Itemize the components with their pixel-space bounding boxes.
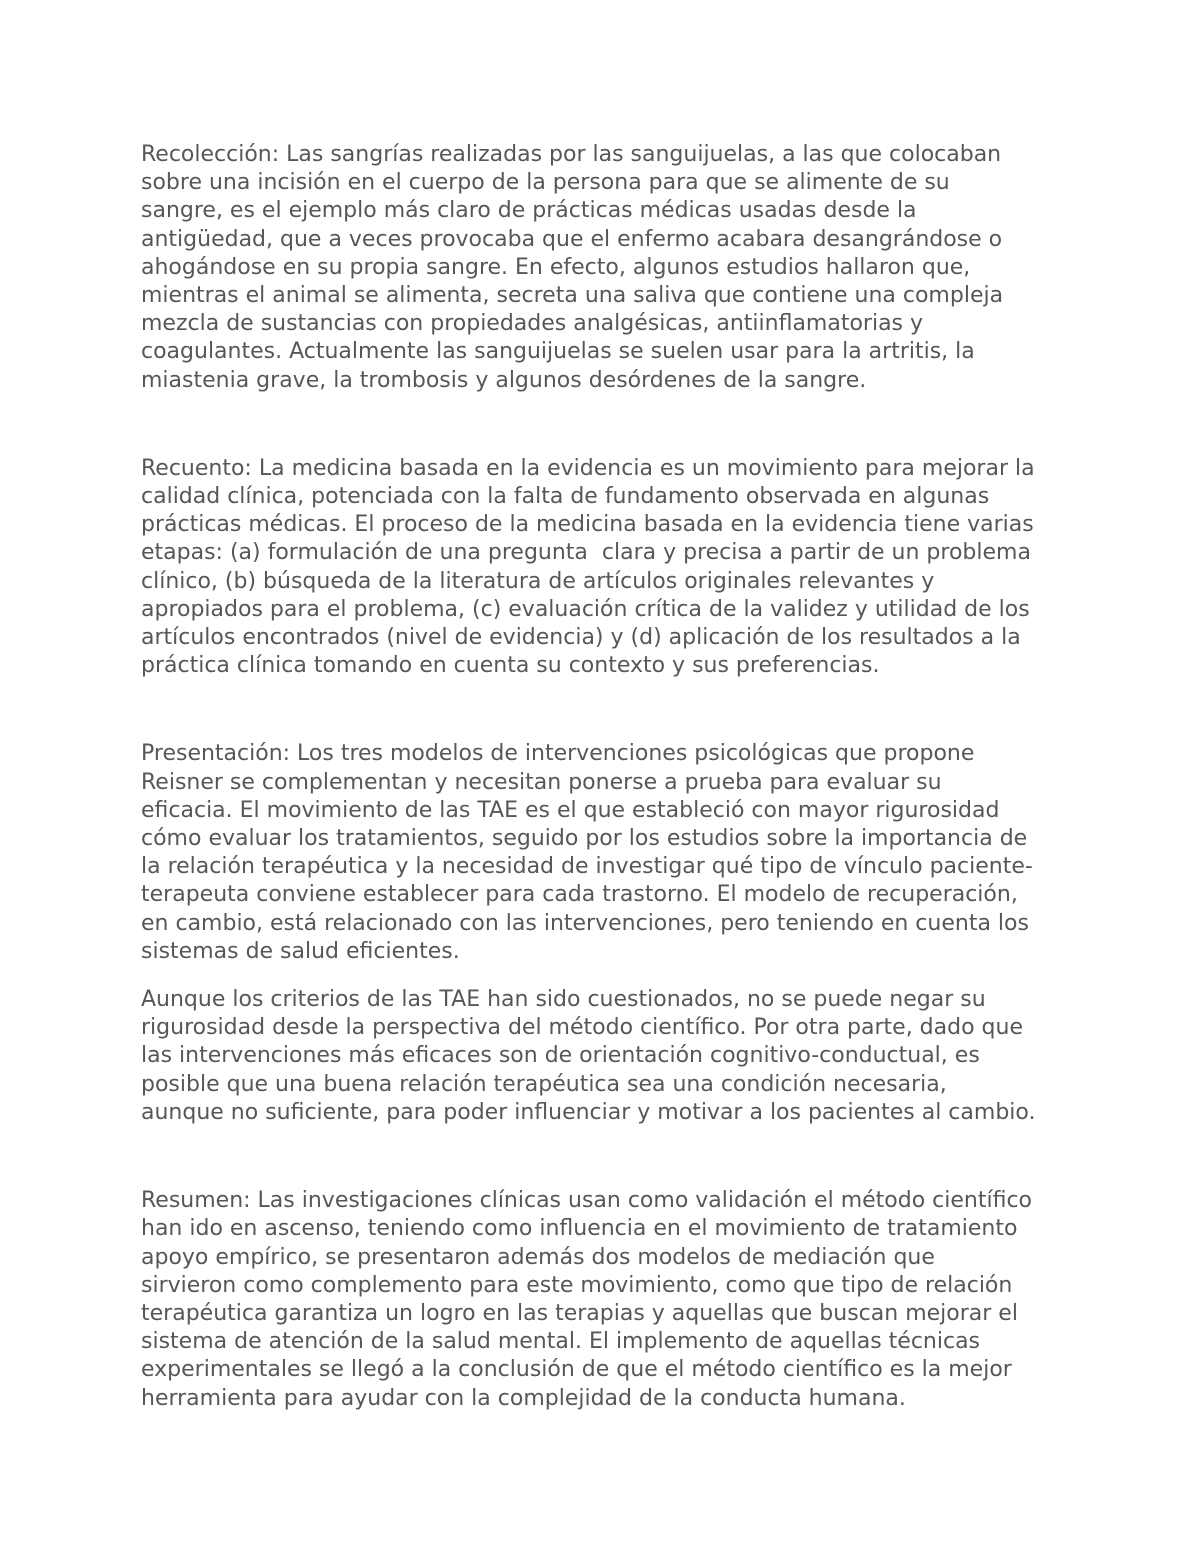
text-line: práctica clínica tomando en cuenta su contexto y sus preferencias. [141, 653, 880, 679]
text-line: artículos encontrados (nivel de evidencia) y (d) aplicación de los resultados a la [141, 625, 1021, 651]
text-line: Reisner se complementan y necesitan ponerse a prueba para evaluar su [141, 769, 942, 795]
text-line: terapeuta conviene establecer para cada trastorno. El modelo de recuperación, [141, 882, 1018, 908]
text-line: cómo evaluar los tratamientos, seguido por los estudios sobre la importancia de [141, 826, 1028, 852]
text-line: miastenia grave, la trombosis y algunos desórdenes de la sangre. [141, 367, 867, 393]
paragraph-spacer [141, 1127, 1076, 1187]
text-line: eficacia. El movimiento de las TAE es el que estableció con mayor rigurosidad [141, 797, 1000, 823]
text-line: sistema de atención de la salud mental. El implemento de aquellas técnicas [141, 1329, 981, 1355]
paragraph-spacer [141, 966, 1076, 986]
document-page [141, 141, 1076, 1413]
text-line: en cambio, está relacionado con las intervenciones, pero teniendo en cuenta los [141, 910, 1029, 936]
text-line: sobre una incisión en el cuerpo de la persona para que se alimente de su [141, 170, 950, 196]
text-line: sangre, es el ejemplo más claro de prácticas médicas usadas desde la [141, 198, 917, 224]
paragraph-spacer [141, 680, 1076, 740]
text-line: Presentación: Los tres modelos de intervenciones psicológicas que propone [141, 741, 975, 767]
text-line: clínico, (b) búsqueda de la literatura de artículos originales relevantes y [141, 568, 935, 594]
text-line: posible que una buena relación terapéutica sea una condición necesaria, [141, 1071, 947, 1097]
text-line: sirvieron como complemento para este movimiento, como que tipo de relación [141, 1272, 1013, 1298]
text-line: mientras el animal se alimenta, secreta una saliva que contiene una compleja [141, 283, 1004, 309]
text-line: mezcla de sustancias con propiedades analgésicas, antiinflamatorias y [141, 311, 924, 337]
text-line: Aunque los criterios de las TAE han sido cuestionados, no se puede negar su [141, 987, 986, 1013]
paragraph-resumen [141, 1187, 1076, 1413]
text-line: rigurosidad desde la perspectiva del método científico. Por otra parte, dado que [141, 1015, 1023, 1041]
paragraph-aunque [141, 986, 1076, 1127]
text-line: antigüedad, que a veces provocaba que el enfermo acabara desangrándose o [141, 226, 1003, 252]
text-line: sistemas de salud eficientes. [141, 938, 460, 964]
text-line: ahogándose en su propia sangre. En efecto, algunos estudios hallaron que, [141, 254, 971, 280]
text-line: Recuento: La medicina basada en la evidencia es un movimiento para mejorar la [141, 455, 1035, 481]
paragraph-presentacion [141, 740, 1076, 966]
text-line: experimentales se llegó a la conclusión de que el método científico es la mejor [141, 1357, 1012, 1383]
text-line: la relación terapéutica y la necesidad de investigar qué tipo de vínculo paciente- [141, 854, 1033, 880]
text-line: las intervenciones más eficaces son de orientación cognitivo-conductual, es [141, 1043, 980, 1069]
text-line: prácticas médicas. El proceso de la medicina basada en la evidencia tiene varias [141, 512, 1034, 538]
paragraph-recoleccion [141, 141, 1076, 395]
text-line: aunque no suficiente, para poder influenciar y motivar a los pacientes al cambio. [141, 1099, 1036, 1125]
paragraph-recuento [141, 455, 1076, 681]
text-line: herramienta para ayudar con la complejidad de la conducta humana. [141, 1385, 906, 1411]
text-line: apoyo empírico, se presentaron además dos modelos de mediación que [141, 1244, 935, 1270]
text-line: terapéutica garantiza un logro en las terapias y aquellas que buscan mejorar el [141, 1300, 1018, 1326]
text-line: han ido en ascenso, teniendo como influencia en el movimiento de tratamiento [141, 1216, 1018, 1242]
text-line: Resumen: Las investigaciones clínicas usan como validación el método científico [141, 1188, 1032, 1214]
text-line: Recolección: Las sangrías realizadas por las sanguijuelas, a las que colocaban [141, 142, 1002, 167]
text-line: calidad clínica, potenciada con la falta de fundamento observada en algunas [141, 484, 990, 510]
text-line: etapas: (a) formulación de una pregunta clara y precisa a partir de un problema [141, 540, 1031, 566]
text-line: apropiados para el problema, (c) evaluación crítica de la validez y utilidad de los [141, 596, 1030, 622]
text-line: coagulantes. Actualmente las sanguijuelas se suelen usar para la artritis, la [141, 339, 975, 365]
paragraph-spacer [141, 395, 1076, 455]
